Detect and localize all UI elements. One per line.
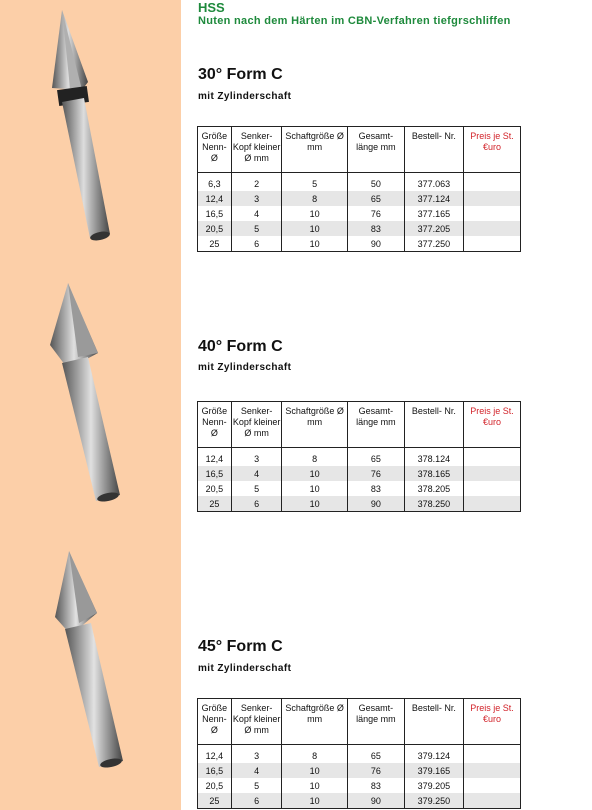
col-header-head: Senker-Kopf kleiner Ø mm xyxy=(231,402,282,448)
cell: 6 xyxy=(231,236,282,252)
cell xyxy=(463,173,520,192)
col-header-size: Größe Nenn- Ø xyxy=(198,402,232,448)
cell: 6 xyxy=(231,496,282,512)
table-row xyxy=(198,763,521,778)
cell xyxy=(463,191,520,206)
cell: 83 xyxy=(347,221,404,236)
table-row xyxy=(198,496,521,512)
cell: 5 xyxy=(231,221,282,236)
cell: 377.165 xyxy=(404,206,463,221)
section-subtitle-40: mit Zylinderschaft xyxy=(198,362,292,373)
section-title-30: 30° Form C xyxy=(198,66,283,83)
table-row xyxy=(198,448,521,467)
table-row xyxy=(198,236,521,252)
cell: 25 xyxy=(198,793,232,809)
cell xyxy=(463,221,520,236)
table-row xyxy=(198,778,521,793)
cell: 25 xyxy=(198,236,232,252)
col-header-shank: Schaftgröße Ø mm xyxy=(282,699,347,745)
cell: 8 xyxy=(282,745,347,764)
spec-table-40 xyxy=(197,401,521,512)
cell: 10 xyxy=(282,793,347,809)
col-header-price: Preis je St. €uro xyxy=(463,402,520,448)
cell: 10 xyxy=(282,221,347,236)
countersink-30-image xyxy=(40,10,120,242)
cell: 3 xyxy=(231,448,282,467)
cell: 5 xyxy=(231,778,282,793)
col-header-shank: Schaftgröße Ø mm xyxy=(282,127,347,173)
cell: 3 xyxy=(231,191,282,206)
table-row xyxy=(198,206,521,221)
cell: 378.250 xyxy=(404,496,463,512)
cell xyxy=(463,778,520,793)
cell: 10 xyxy=(282,763,347,778)
cell: 76 xyxy=(347,206,404,221)
cell: 83 xyxy=(347,481,404,496)
cell: 20,5 xyxy=(198,221,232,236)
page-title: HSS xyxy=(198,0,225,15)
col-header-price: Preis je St. €uro xyxy=(463,699,520,745)
cell: 4 xyxy=(231,466,282,481)
cell: 76 xyxy=(347,466,404,481)
col-header-order: Bestell- Nr. xyxy=(404,699,463,745)
cell: 90 xyxy=(347,236,404,252)
cell xyxy=(463,793,520,809)
cell: 10 xyxy=(282,466,347,481)
col-header-size: Größe Nenn- Ø xyxy=(198,127,232,173)
cell: 379.124 xyxy=(404,745,463,764)
cell: 5 xyxy=(282,173,347,192)
cell: 10 xyxy=(282,206,347,221)
col-header-size: Größe Nenn- Ø xyxy=(198,699,232,745)
table-row xyxy=(198,481,521,496)
col-header-order: Bestell- Nr. xyxy=(404,127,463,173)
cell xyxy=(463,496,520,512)
table-row xyxy=(198,793,521,809)
cell: 65 xyxy=(347,448,404,467)
table-row xyxy=(198,745,521,764)
section-title-45: 45° Form C xyxy=(198,638,283,655)
col-header-length: Gesamt- länge mm xyxy=(347,699,404,745)
cell: 379.165 xyxy=(404,763,463,778)
cell: 16,5 xyxy=(198,763,232,778)
cell xyxy=(463,481,520,496)
cell: 3 xyxy=(231,745,282,764)
table-row xyxy=(198,466,521,481)
countersink-45-image xyxy=(53,551,133,771)
table-row xyxy=(198,191,521,206)
cell: 10 xyxy=(282,778,347,793)
cell: 12,4 xyxy=(198,191,232,206)
cell: 25 xyxy=(198,496,232,512)
cell: 377.063 xyxy=(404,173,463,192)
cell: 83 xyxy=(347,778,404,793)
cell: 379.205 xyxy=(404,778,463,793)
cell: 377.250 xyxy=(404,236,463,252)
cell: 10 xyxy=(282,481,347,496)
cell: 20,5 xyxy=(198,778,232,793)
spec-table-30 xyxy=(197,126,521,252)
col-header-length: Gesamt- länge mm xyxy=(347,127,404,173)
spec-table-45 xyxy=(197,698,521,809)
cell: 6,3 xyxy=(198,173,232,192)
cell: 10 xyxy=(282,236,347,252)
cell: 12,4 xyxy=(198,448,232,467)
cell: 76 xyxy=(347,763,404,778)
cell: 5 xyxy=(231,481,282,496)
cell xyxy=(463,448,520,467)
col-header-head: Senker-Kopf kleiner Ø mm xyxy=(231,699,282,745)
cell: 8 xyxy=(282,448,347,467)
section-subtitle-30: mit Zylinderschaft xyxy=(198,91,292,102)
cell: 12,4 xyxy=(198,745,232,764)
cell: 378.165 xyxy=(404,466,463,481)
cell: 50 xyxy=(347,173,404,192)
cell xyxy=(463,745,520,764)
cell: 16,5 xyxy=(198,466,232,481)
cell: 90 xyxy=(347,496,404,512)
cell: 378.124 xyxy=(404,448,463,467)
cell: 379.250 xyxy=(404,793,463,809)
cell: 377.124 xyxy=(404,191,463,206)
table-row xyxy=(198,221,521,236)
section-subtitle-45: mit Zylinderschaft xyxy=(198,663,292,674)
cell xyxy=(463,763,520,778)
cell: 377.205 xyxy=(404,221,463,236)
cell: 2 xyxy=(231,173,282,192)
cell xyxy=(463,206,520,221)
cell: 4 xyxy=(231,206,282,221)
col-header-shank: Schaftgröße Ø mm xyxy=(282,402,347,448)
cell: 90 xyxy=(347,793,404,809)
cell: 65 xyxy=(347,191,404,206)
col-header-price: Preis je St. €uro xyxy=(463,127,520,173)
table-row xyxy=(198,173,521,192)
page-subtitle: Nuten nach dem Härten im CBN-Verfahren tiefgrschliffen xyxy=(198,15,511,27)
section-title-40: 40° Form C xyxy=(198,338,283,355)
col-header-length: Gesamt- länge mm xyxy=(347,402,404,448)
cell: 65 xyxy=(347,745,404,764)
cell xyxy=(463,466,520,481)
col-header-head: Senker-Kopf kleiner Ø mm xyxy=(231,127,282,173)
cell: 6 xyxy=(231,793,282,809)
cell: 378.205 xyxy=(404,481,463,496)
col-header-order: Bestell- Nr. xyxy=(404,402,463,448)
cell: 16,5 xyxy=(198,206,232,221)
cell: 10 xyxy=(282,496,347,512)
cell: 8 xyxy=(282,191,347,206)
cell xyxy=(463,236,520,252)
countersink-40-image xyxy=(48,283,138,503)
cell: 4 xyxy=(231,763,282,778)
cell: 20,5 xyxy=(198,481,232,496)
